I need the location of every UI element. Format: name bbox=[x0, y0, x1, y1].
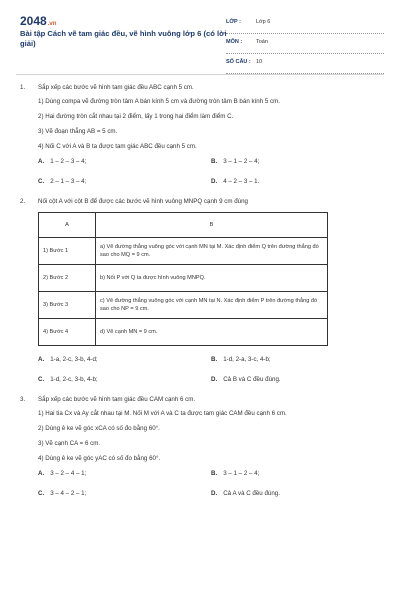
step-line: 3) Vẽ đoạn thẳng AB = 5 cm. bbox=[38, 128, 118, 135]
option-b[interactable] bbox=[211, 158, 381, 166]
meta-value: Toán bbox=[256, 39, 268, 45]
header-divider bbox=[16, 74, 384, 75]
table-cell: 2) Bước 2 bbox=[39, 265, 96, 292]
option-key: D. bbox=[211, 376, 218, 383]
option-key: C. bbox=[38, 178, 45, 185]
option-text: 1-d, 2-a, 3-c, 4-b; bbox=[223, 356, 271, 363]
question-number: 2. bbox=[20, 198, 26, 205]
table-row bbox=[39, 319, 328, 346]
option-text: Cả B và C đều đúng. bbox=[223, 376, 281, 383]
answer-options bbox=[38, 158, 384, 168]
option-text: 1-d, 2-c, 3-b, 4-b; bbox=[50, 376, 98, 383]
page-title: Bài tập Cách vẽ tam giác đều, vẽ hình vuông lớp 6 (có lời giải) bbox=[20, 29, 227, 48]
table-row bbox=[39, 238, 328, 265]
question-3 bbox=[20, 396, 384, 500]
option-text: 3 – 4 – 2 – 1; bbox=[50, 490, 87, 497]
option-key: B. bbox=[211, 356, 218, 363]
table-cell: a) Vẽ đường thẳng vuông góc với cạnh MN tại M. Xác định điểm Q trên đường thẳng đó sao cho MQ = 9 cm. bbox=[96, 238, 328, 265]
meta-label: MÔN : bbox=[226, 39, 243, 45]
question-list bbox=[20, 84, 384, 510]
option-a[interactable] bbox=[38, 470, 208, 478]
option-text: Cả A và C đều đúng. bbox=[223, 490, 280, 497]
site-logo[interactable] bbox=[20, 14, 56, 28]
meta-row-subject bbox=[226, 36, 384, 54]
option-text: 3 – 1 – 2 – 4; bbox=[223, 158, 260, 165]
step-line: 4) Nối C với A và B ta được tam giác ABC đều cạnh 5 cm. bbox=[38, 143, 197, 150]
logo-domain: .vn bbox=[47, 21, 57, 27]
option-d[interactable] bbox=[211, 178, 381, 186]
option-c[interactable] bbox=[38, 490, 208, 498]
question-text: Sắp xếp các bước vẽ hình tam giác đều ABC cạnh 5 cm. bbox=[38, 84, 194, 91]
question-2 bbox=[20, 198, 384, 386]
option-key: B. bbox=[211, 158, 218, 165]
meta-label: LỚP : bbox=[226, 19, 241, 25]
step-line: 1) Hai tia Cx và Ay cắt nhau tại M. Nối M với A và C ta được tam giác CAM đều cạnh 6 cm. bbox=[38, 410, 287, 417]
answer-options bbox=[38, 356, 384, 366]
table-cell: c) Vẽ đường thẳng vuông góc với cạnh MN tại N. Xác định điểm P trên đường thẳng đó sao cho NP = 9 cm. bbox=[96, 292, 328, 319]
table-cell: 3) Bước 3 bbox=[39, 292, 96, 319]
answer-options bbox=[38, 490, 384, 500]
question-stem bbox=[20, 84, 384, 92]
question-text: Nối cột A với cột B để được các bước vẽ hình vuông MNPQ cạnh 9 cm đúng bbox=[38, 198, 248, 205]
step-line: 2) Hai đường tròn cắt nhau tại 2 điểm, lấy 1 trong hai điểm làm điểm C. bbox=[38, 113, 234, 120]
option-c[interactable] bbox=[38, 376, 208, 384]
step-line: 2) Dùng ê ke vẽ góc xCA có số đo bằng 60°. bbox=[38, 425, 160, 432]
step-line: 3) Vẽ cạnh CA = 6 cm. bbox=[38, 440, 101, 447]
table-cell: 4) Bước 4 bbox=[39, 319, 96, 346]
question-number: 1. bbox=[20, 84, 26, 91]
option-text: 3 – 2 – 4 – 1; bbox=[50, 470, 87, 477]
table-row bbox=[39, 292, 328, 319]
option-key: A. bbox=[38, 356, 45, 363]
matching-table bbox=[38, 212, 328, 346]
option-key: C. bbox=[38, 490, 45, 497]
option-c[interactable] bbox=[38, 178, 208, 186]
option-a[interactable] bbox=[38, 158, 208, 166]
option-d[interactable] bbox=[211, 490, 381, 498]
answer-options bbox=[38, 178, 384, 188]
question-number: 3. bbox=[20, 396, 26, 403]
option-text: 1 – 2 – 3 – 4; bbox=[50, 158, 87, 165]
option-key: D. bbox=[211, 490, 218, 497]
option-text: 2 – 1 – 3 – 4; bbox=[50, 178, 87, 185]
option-key: A. bbox=[38, 158, 45, 165]
option-b[interactable] bbox=[211, 470, 381, 478]
meta-value: 10 bbox=[256, 59, 263, 65]
option-text: 4 – 2 – 3 – 1. bbox=[223, 178, 260, 185]
table-cell: b) Nối P với Q ta được hình vuông MNPQ. bbox=[96, 265, 328, 292]
meta-label: SỐ CÂU : bbox=[226, 59, 251, 65]
meta-info bbox=[226, 16, 384, 76]
column-header-b: B bbox=[96, 213, 328, 238]
option-key: D. bbox=[211, 178, 218, 185]
page-header bbox=[0, 0, 400, 80]
step-line: 1) Dùng compa vẽ đường tròn tâm A bán kính 5 cm và đường tròn tâm B bán kính 5 cm. bbox=[38, 98, 281, 105]
table-row bbox=[39, 265, 328, 292]
option-key: B. bbox=[211, 470, 218, 477]
option-text: 1-a, 2-c, 3-b, 4-d; bbox=[50, 356, 98, 363]
option-key: C. bbox=[38, 376, 45, 383]
option-d[interactable] bbox=[211, 376, 381, 384]
question-text: Sắp xếp các bước vẽ hình tam giác đều CAM cạnh 6 cm. bbox=[38, 396, 196, 403]
question-stem bbox=[20, 198, 384, 206]
meta-value: Lớp 6 bbox=[256, 19, 271, 25]
answer-options bbox=[38, 376, 384, 386]
meta-row-class bbox=[226, 16, 384, 34]
table-cell: d) Vẽ cạnh MN = 9 cm. bbox=[96, 319, 328, 346]
option-text: 3 – 1 – 2 – 4; bbox=[223, 470, 260, 477]
step-line: 4) Dùng ê ke vẽ góc yAC có số đo bằng 60°. bbox=[38, 455, 161, 462]
answer-options bbox=[38, 470, 384, 480]
option-b[interactable] bbox=[211, 356, 381, 364]
question-1 bbox=[20, 84, 384, 188]
column-header-a: A bbox=[39, 213, 96, 238]
logo-text: 2048 bbox=[20, 14, 47, 28]
table-header-row bbox=[39, 213, 328, 238]
meta-row-count bbox=[226, 56, 384, 74]
option-key: A. bbox=[38, 470, 45, 477]
option-a[interactable] bbox=[38, 356, 208, 364]
table-cell: 1) Bước 1 bbox=[39, 238, 96, 265]
question-stem bbox=[20, 396, 384, 404]
